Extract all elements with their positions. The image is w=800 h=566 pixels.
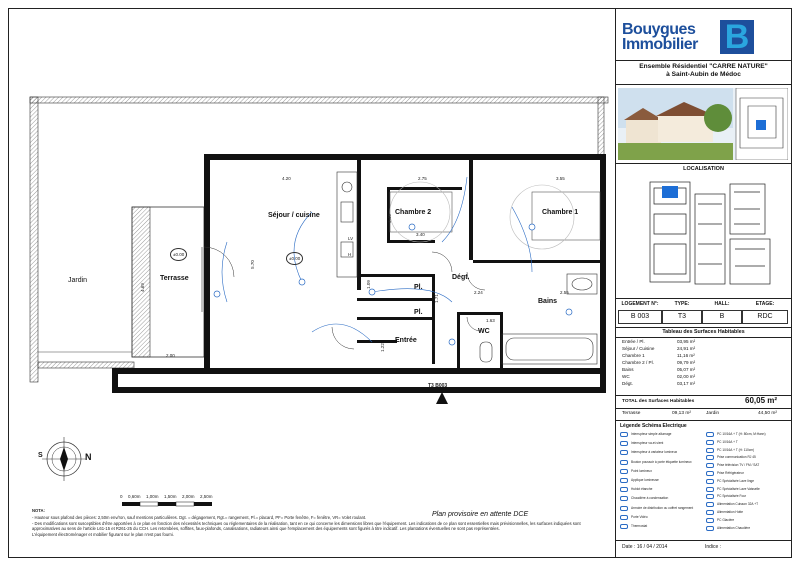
legend-item: Interrupteur à variateur lumineux — [631, 450, 678, 455]
dim-6: 2.24 — [474, 290, 483, 295]
garden-fence — [30, 97, 608, 382]
surfaces-title: Tableau des Surfaces Habitables — [662, 329, 745, 335]
brand-name — [622, 22, 698, 52]
lot-header-logement: LOGEMENT N°: — [621, 301, 659, 307]
lot-value-etage: RDC — [742, 310, 788, 324]
lot-value-type: T3 — [662, 310, 702, 324]
divider — [615, 84, 792, 85]
surface-row-label: Entrée / Pl. — [622, 339, 645, 344]
terrasse-label: Terrasse — [622, 411, 641, 416]
legend-item: Point lumineux — [631, 468, 652, 473]
lot-header-hall: HALL: — [714, 301, 730, 307]
room-chambre1-label: Chambre 1 — [542, 209, 579, 216]
dim-12: 4.69 — [139, 283, 145, 292]
legend-item: PC 10/16A + T (H: 110cm) — [717, 447, 755, 452]
dim-5: 2.55 — [560, 290, 569, 295]
dim-7: 1.63 — [486, 318, 495, 323]
lot-header-type: TYPE: — [674, 301, 690, 307]
legend-symbol-icon — [620, 515, 628, 520]
legend-item: Alimentation Chaudière — [717, 525, 751, 530]
legend-symbol-icon — [620, 506, 628, 511]
legend-symbol-icon — [706, 502, 714, 507]
lot-value-logement: B 003 — [618, 310, 662, 324]
legend-item: PC Spécialisée Lave Vaisselle — [717, 486, 760, 491]
dim-8: 1.22 — [379, 343, 385, 352]
legend-item: Hublot étanche — [631, 487, 653, 492]
floor-plan — [12, 12, 612, 517]
legend-item: Interrupteur va-et-vient — [631, 441, 664, 446]
divider — [615, 408, 792, 409]
surface-total-label: TOTAL des Surfaces Habitables — [622, 399, 695, 404]
room-terrasse-label: Terrasse — [160, 275, 189, 282]
legend-item: PC 10/16A + T (H: 80cm, M:Hann) — [717, 432, 766, 436]
dim-lv: LV — [348, 236, 354, 241]
legend-title: Légende Schéma Electrique — [620, 423, 687, 429]
bed-chambre-1 — [510, 185, 600, 249]
legend-symbol-icon — [706, 479, 714, 484]
dim-4: 3.45 — [386, 214, 392, 223]
surface-row-value: 03,17 m² — [677, 381, 696, 386]
footer-date: Date : 16 / 04 / 2014 — [622, 544, 668, 550]
room-sejour-label: Séjour / cuisine — [268, 212, 320, 219]
legend-item: Prise communication RJ 45 — [717, 455, 756, 460]
scale-bar — [122, 502, 212, 506]
toilet — [480, 342, 492, 362]
compass-s: S — [38, 452, 43, 459]
notes-block — [32, 508, 602, 537]
surface-row-value: 11,16 m² — [677, 353, 695, 358]
room-entree-label: Entrée — [395, 337, 417, 344]
legend-item: Prise télévision TV / FM / SAT — [717, 463, 760, 468]
dim-2: 2.75 — [418, 176, 427, 181]
legend-symbol-icon — [620, 524, 628, 529]
legend-item: Porte Vidéo — [631, 514, 648, 519]
notes-title: NOTA: — [32, 508, 45, 513]
surface-row-label: Dégt. — [622, 381, 633, 386]
provisional-note: Plan provisoire en attente DCE — [432, 511, 529, 518]
legend-item: PC Spécialisée Lave linge — [717, 478, 755, 483]
legend-symbol-icon — [706, 455, 714, 460]
legend-symbol-icon — [620, 441, 628, 446]
legend-symbol-icon — [706, 487, 714, 492]
scale-5: 2,50m — [200, 494, 213, 499]
room-wc-label: WC — [478, 328, 490, 335]
legend-symbol-icon — [706, 463, 714, 468]
legend-symbol-icon — [706, 518, 714, 523]
brand-logo-icon: B — [720, 20, 754, 54]
compass-n: N — [85, 452, 92, 462]
terrasse-value: 09,13 m² — [672, 411, 691, 416]
legend-item: Alimentation Cuisson 32A +T — [717, 502, 759, 507]
legend-symbol-icon — [706, 448, 714, 453]
divider — [615, 298, 792, 299]
legend-symbol-icon — [706, 526, 714, 531]
surface-row-value: 09,79 m² — [677, 360, 696, 365]
interior-walls — [357, 160, 600, 368]
door-swings — [204, 247, 485, 349]
localisation-title: LOCALISATION — [683, 166, 724, 172]
divider — [615, 420, 792, 421]
legend-item: Thermostat — [631, 524, 648, 528]
divider — [615, 60, 792, 61]
divider — [615, 163, 792, 164]
compass — [42, 437, 86, 481]
legend-symbol-icon — [620, 460, 628, 465]
surface-total-value: 60,05 m² — [745, 396, 778, 405]
legend-symbol-icon — [706, 494, 714, 499]
legend-item: PC Glacière — [717, 517, 735, 522]
footer-indice: Indice : — [705, 544, 722, 550]
lot-value-hall: B — [702, 310, 742, 324]
legend-item: PC 10/16A + T — [717, 439, 738, 444]
legend-symbol-icon — [706, 510, 714, 515]
legend-symbol-icon — [620, 496, 628, 501]
dim-11: 2.00 — [166, 353, 175, 358]
brand-line-2: Immobilier — [622, 36, 698, 53]
surface-row-value: 03,95 m² — [677, 339, 696, 344]
legend-symbol-icon — [706, 440, 714, 445]
divider — [615, 337, 792, 338]
legend-item: Prise Réfrigérateur — [717, 471, 744, 475]
room-placard1-label: Pl. — [414, 284, 423, 291]
surface-row-value: 24,91 m² — [677, 346, 696, 351]
room-jardin-label: Jardin — [68, 277, 88, 284]
legend-item: PC Spécialisée Four — [717, 494, 747, 499]
dim-10: 1.09 — [365, 280, 371, 289]
legend-symbol-icon — [620, 432, 628, 437]
dim-13: 5.70 — [249, 260, 255, 269]
surface-row-label: WC — [622, 374, 630, 379]
scale-2: 1,00m — [146, 494, 159, 499]
legend-item: Interrupteur simple allumage — [631, 432, 672, 436]
divider — [615, 540, 792, 541]
legend-item: Chaudière à condensation — [631, 496, 669, 501]
kitchen-counter — [337, 172, 357, 277]
dim-9: 1.71 — [433, 294, 439, 303]
project-title-line-2: à Saint-Aubin de Médoc — [666, 71, 741, 78]
legend-symbol-icon — [620, 478, 628, 483]
project-title-line-1: Ensemble Résidentiel "CARRE NATURE" — [639, 63, 768, 70]
notes-line-2: - Des modifications sont susceptibles d'être apportées à ce plan en fonction des nécessités techniques ou réglementaires de la réalisation, tant en ce qui concerne les dimensions libres que l'équipement. Les indications de ce plan sont essentielles mais prévisionnelles, les surfaces indiquées sont approximatives au sens de l'article L61-15 et R261-25 du CCH. Les retombées, soffites, faux-plafonds, canalisations, radiateurs ainsi que l'emplacement des équipements sont figurés à titre indicatif. Les plantations éventuelles ne sont pas représentées. — [32, 520, 581, 532]
legend-symbol-icon — [706, 471, 714, 476]
dim-hv: H — [348, 252, 352, 257]
surface-row-label: Chambre 1 — [622, 353, 645, 358]
legend-symbol-icon — [706, 432, 714, 437]
room-degt-label: Dégt. — [452, 274, 470, 281]
brand-line-1: Bouygues — [622, 21, 696, 38]
surface-row-value: 05,07 m² — [677, 367, 696, 372]
legend-symbol-icon — [620, 450, 628, 455]
scale-0: 0 — [120, 494, 123, 499]
bathtub — [502, 274, 597, 364]
surface-row-label: Séjour / Cuisine — [622, 346, 655, 351]
room-placard2-label: Pl. — [414, 309, 423, 316]
scale-1: 0,60m — [128, 494, 141, 499]
notes-line-3: L'équipement électroménager et mobilier figurant sur le plan n'est pas fourni. — [32, 531, 174, 537]
unit-label: T3 B003 — [428, 383, 448, 389]
divider — [615, 327, 792, 328]
dim-3: 3.55 — [556, 176, 565, 181]
project-title — [615, 63, 792, 79]
jardin-value: 44,50 m² — [758, 411, 777, 416]
dim-1: 4.20 — [282, 176, 291, 181]
entry-arrow — [436, 392, 448, 404]
room-chambre2-label: Chambre 2 — [395, 209, 432, 216]
scale-4: 2,00m — [182, 494, 195, 499]
surface-row-label: Bains — [622, 367, 634, 372]
legend-item: Alimentation Hotte — [717, 510, 744, 514]
legend-item: Armoire de distribution ou coffret rangement — [631, 505, 694, 510]
level-mark-2: ±0.00 — [286, 252, 303, 265]
localisation-map — [640, 174, 778, 294]
room-bains-label: Bains — [538, 298, 558, 305]
legend-symbol-icon — [620, 469, 628, 474]
dim-14: 3.40 — [416, 232, 425, 237]
legend-item: Bouton poussoir à porte étiquette lumineux — [631, 459, 692, 464]
project-photo — [618, 88, 788, 160]
notes-line-1: - Hauteur sous plafond des pièces: 2,50m env/ron, sauf mentions particulières. Dgt. = dégagement, Rgt.= rangement, Pl.= placard, PF= Porte fenêtre, F= fenêtre, VR= Volet roulant. — [32, 515, 367, 521]
legend-item: Applique lumineuse — [631, 478, 659, 482]
surface-row-value: 02,00 m² — [677, 374, 696, 379]
scale-3: 1,50m — [164, 494, 177, 499]
legend-symbol-icon — [620, 487, 628, 492]
surface-row-label: Chambre 2 / Pl. — [622, 360, 654, 365]
level-mark-1: ±0.00 — [170, 248, 187, 261]
jardin-label: Jardin — [706, 411, 720, 416]
lot-header-etage: ETAGE: — [755, 301, 775, 307]
